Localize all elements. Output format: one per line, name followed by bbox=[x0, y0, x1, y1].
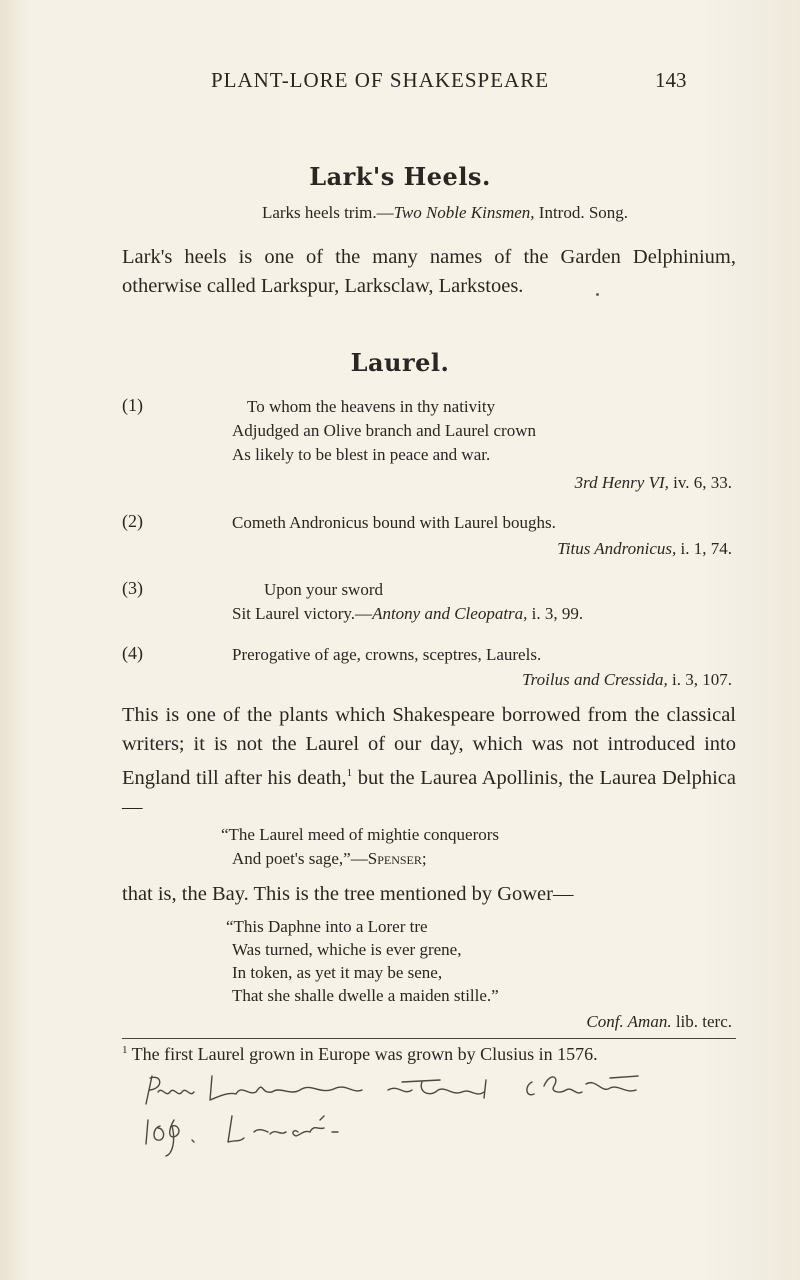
verse-line: In token, as yet it may be sene, bbox=[232, 963, 443, 982]
scrawl-stroke bbox=[388, 1080, 486, 1098]
quote-number: (1) bbox=[122, 395, 143, 415]
quote-line: Adjudged an Olive branch and Laurel crown bbox=[232, 421, 536, 440]
verse-text: And poet's sage,”— bbox=[232, 849, 368, 868]
scrawl-stroke bbox=[146, 1076, 194, 1104]
citation-location: i. 3, 107. bbox=[667, 670, 732, 689]
citation-location: i. 1, 74. bbox=[676, 539, 732, 558]
quote-line: Cometh Andronicus bound with Laurel boughs. bbox=[232, 513, 556, 532]
laurel-paragraph bbox=[122, 701, 736, 822]
quote-line: Prerogative of age, crowns, sceptres, Laurels. bbox=[232, 645, 542, 664]
verse-line: That she shalle dwelle a maiden stille.” bbox=[232, 986, 499, 1005]
scrawl-stroke bbox=[146, 1120, 194, 1156]
ink-speck bbox=[596, 293, 599, 296]
epigraph-location: Introd. Song. bbox=[534, 203, 629, 222]
section-heading-larks-heels: Lark's Heels. bbox=[309, 162, 491, 191]
bay-paragraph: that is, the Bay. This is the tree mentioned by Gower— bbox=[122, 883, 574, 905]
citation-work: Troilus and Cressida, bbox=[522, 670, 668, 689]
citation-location: i. 3, 99. bbox=[527, 604, 584, 623]
quote-line: To whom the heavens in thy nativity bbox=[247, 397, 496, 416]
verse-line: “This Daphne into a Lorer tre bbox=[226, 917, 428, 936]
gower-citation bbox=[586, 1012, 732, 1032]
citation-work: Titus Andronicus, bbox=[557, 539, 677, 558]
quote-number: (3) bbox=[122, 578, 143, 598]
citation-location: lib. terc. bbox=[671, 1012, 732, 1031]
section-heading-laurel: Laurel. bbox=[350, 348, 450, 377]
epigraph-text: Larks heels trim.— bbox=[261, 203, 394, 222]
footnote-marker: 1 bbox=[122, 1044, 128, 1056]
footnote-rule bbox=[122, 1038, 736, 1039]
paragraph-text: This is one of the plants which Shakespeare borrowed from the classical writers; it is not the Laurel of our day, which was not introduced into England till after his death, bbox=[122, 704, 736, 789]
quote-citation bbox=[522, 670, 732, 690]
quote-citation bbox=[557, 539, 732, 559]
quote-line: Upon your sword bbox=[264, 580, 383, 599]
verse-line-with-author bbox=[232, 849, 427, 869]
quote-text: Sit Laurel victory.— bbox=[232, 604, 373, 623]
quote-line: As likely to be blest in peace and war. bbox=[232, 445, 491, 464]
scrawl-stroke bbox=[210, 1076, 362, 1100]
scrawl-stroke bbox=[527, 1076, 638, 1095]
verse-line: “The Laurel meed of mightie conquerors bbox=[221, 825, 500, 844]
verse-line: Was turned, whiche is ever grene, bbox=[232, 940, 462, 959]
verse-author: Spenser; bbox=[367, 849, 427, 868]
quote-number: (2) bbox=[122, 511, 143, 531]
citation-work: Antony and Cleopatra, bbox=[372, 604, 528, 623]
footnote bbox=[122, 1044, 598, 1065]
quote-citation bbox=[575, 473, 732, 493]
scrawl-stroke bbox=[228, 1116, 338, 1142]
quote-line-with-citation bbox=[232, 604, 583, 624]
epigraph-work: Two Noble Kinsmen, bbox=[393, 203, 535, 222]
citation-work: 3rd Henry VI, bbox=[574, 473, 669, 492]
quote-number: (4) bbox=[122, 643, 143, 663]
running-head-title: PLANT-LORE OF SHAKESPEARE bbox=[210, 68, 550, 92]
citation-work: Conf. Aman. bbox=[586, 1012, 672, 1031]
paragraph-text: but the Laurea Apollinis, the Laurea Delphica— bbox=[122, 766, 736, 818]
citation-location: iv. 6, 33. bbox=[668, 473, 732, 492]
footnote-text: The first Laurel grown in Europe was grown by Clusius in 1576. bbox=[127, 1044, 598, 1064]
epigraph bbox=[155, 203, 735, 223]
handwritten-annotation bbox=[140, 1070, 780, 1160]
footnote-ref: 1 bbox=[346, 767, 353, 779]
page-number: 143 bbox=[655, 68, 687, 92]
larks-heels-paragraph: Lark's heels is one of the many names of the Garden Delphinium, otherwise called Larkspur, Larksclaw, Larkstoes. bbox=[122, 246, 736, 297]
